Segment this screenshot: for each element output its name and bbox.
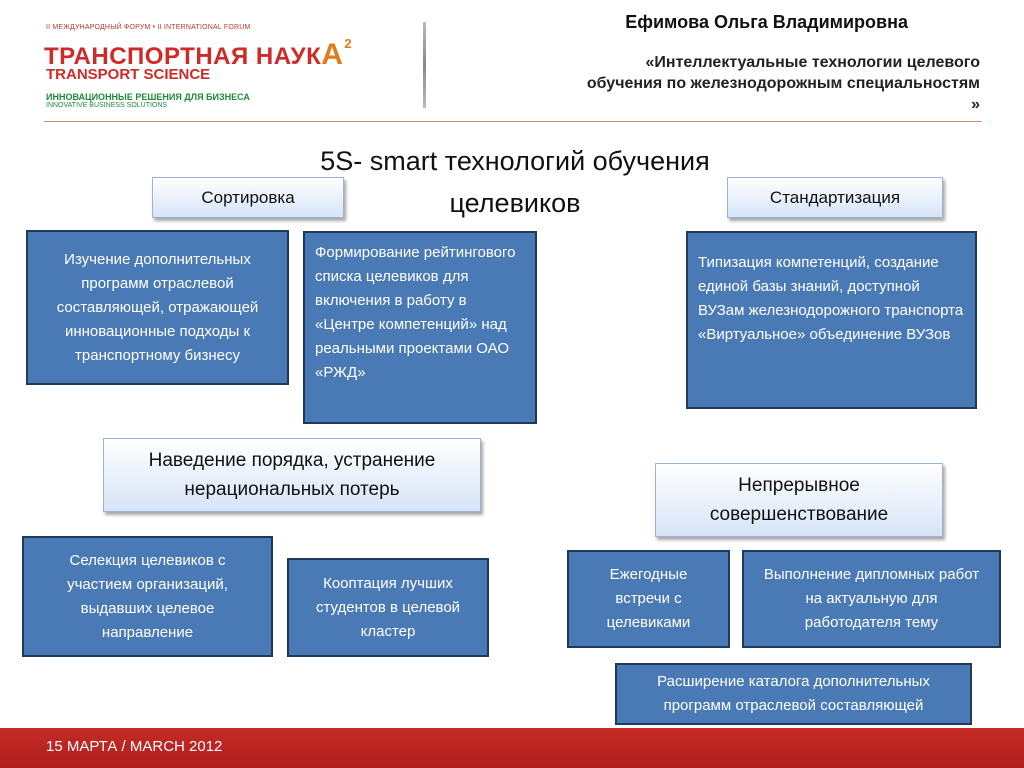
box-catalog-expansion-text: Расширение каталога дополнительных программ отраслевой составляющей	[657, 673, 930, 714]
category-order-label: Наведение порядка, устранение нерациональных потерь	[148, 450, 436, 500]
category-improvement	[655, 463, 943, 537]
slide-title: 5S- smart технологий обучения целевиков	[320, 146, 710, 218]
box-study-programs-text: Изучение дополнительных программ отраслевой составляющей, отражающей инновационные подходы к транспортному бизнесу	[56, 250, 259, 364]
logo-subtitle-en: INNOVATIVE BUSINESS SOLUTIONS	[46, 102, 168, 109]
box-diploma-works-text: Выполнение дипломных работ на актуальную для работодателя тему	[763, 566, 980, 631]
box-cooptation-text: Кооптация лучших студентов в целевой кластер	[315, 574, 461, 640]
logo-superscript: 2	[344, 36, 353, 51]
category-order	[103, 438, 481, 512]
box-annual-meetings-text: Ежегодные встречи с целевиками	[606, 566, 691, 631]
footer-date: 15 МАРТА / MARCH 2012	[46, 738, 223, 755]
header-divider	[423, 22, 426, 108]
box-catalog-expansion	[615, 663, 972, 725]
category-standardization-label: Стандартизация	[769, 187, 901, 207]
box-diploma-works	[742, 550, 1001, 648]
box-study-programs	[26, 230, 289, 385]
logo-title-ru-a: А	[321, 38, 344, 71]
box-rating-list	[303, 231, 537, 424]
logo-title-en: TRANSPORT SCIENCE	[46, 66, 211, 83]
box-annual-meetings	[567, 550, 730, 648]
logo-title-ru-text: ТРАНСПОРТНАЯ НАУК	[44, 43, 322, 70]
header-rule	[44, 121, 982, 122]
category-improvement-label: Непрерывное совершенствование	[709, 475, 889, 525]
box-typization	[686, 231, 977, 409]
box-cooptation	[287, 558, 489, 657]
category-sorting-label: Сортировка	[201, 187, 295, 207]
forum-caption: II МЕЖДУНАРОДНЫЙ ФОРУМ • II INTERNATIONAL FORUM	[46, 24, 251, 31]
box-selection-text: Селекция целевиков с участием организаций, выдавших целевое направление	[67, 551, 228, 641]
logo-subtitle-ru: ИННОВАЦИОННЫЕ РЕШЕНИЯ ДЛЯ БИЗНЕСА	[46, 92, 250, 102]
box-typization-text: Типизация компетенций, создание единой базы знаний, доступной ВУЗам железнодорожного транспорта «Виртуальное» объединение ВУЗов	[698, 254, 964, 343]
box-rating-list-text: Формирование рейтингового списка целевиков для включения в работу в «Центре компетенций» над реальными проектами ОАО «РЖД»	[315, 244, 516, 381]
box-selection	[22, 536, 273, 657]
category-sorting	[152, 177, 344, 218]
author-name: Ефимова Ольга Владимировна	[625, 12, 908, 32]
category-standardization	[727, 177, 943, 218]
presentation-topic: «Интеллектуальные технологии целевого обучения по железнодорожным специальностям »	[586, 54, 980, 113]
